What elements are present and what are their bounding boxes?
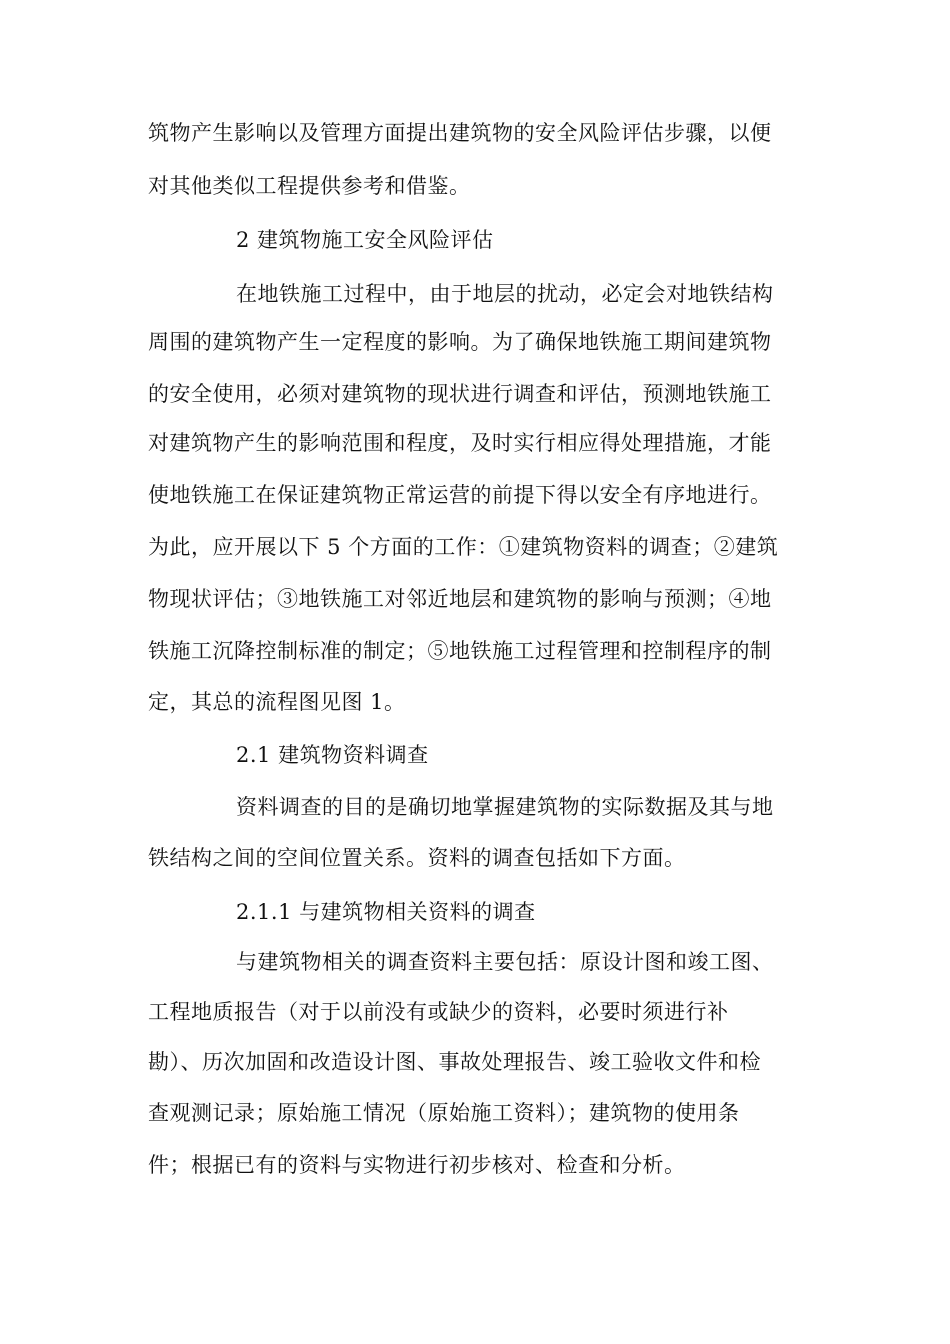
paragraph-line: 工程地质报告（对于以前没有或缺少的资料，必要时须进行补 — [148, 1000, 729, 1024]
paragraph-line: 资料调查的目的是确切地掌握建筑物的实际数据及其与地 — [236, 795, 774, 819]
paragraph-line: 筑物产生影响以及管理方面提出建筑物的安全风险评估步骤，以便 — [148, 121, 772, 145]
section-heading: 2 建筑物施工安全风险评估 — [236, 228, 494, 252]
paragraph-line: 在地铁施工过程中，由于地层的扰动，必定会对地铁结构 — [236, 282, 774, 306]
paragraph-line: 使地铁施工在保证建筑物正常运营的前提下得以安全有序地进行。 — [148, 483, 772, 507]
paragraph-line: 物现状评估；③地铁施工对邻近地层和建筑物的影响与预测；④地 — [148, 587, 772, 611]
paragraph-line: 件；根据已有的资料与实物进行初步核对、检查和分析。 — [148, 1153, 686, 1177]
paragraph-line: 勘）、历次加固和改造设计图、事故处理报告、竣工验收文件和检 — [148, 1050, 761, 1074]
paragraph-line: 对建筑物产生的影响范围和程度，及时实行相应得处理措施，才能 — [148, 431, 772, 455]
paragraph-line: 定，其总的流程图见图 1。 — [148, 690, 406, 714]
subsection-heading: 2.1.1 与建筑物相关资料的调查 — [236, 900, 536, 924]
paragraph-line: 铁结构之间的空间位置关系。资料的调查包括如下方面。 — [148, 846, 686, 870]
paragraph-line: 查观测记录；原始施工情况（原始施工资料）；建筑物的使用条 — [148, 1101, 740, 1125]
paragraph-line: 与建筑物相关的调查资料主要包括：原设计图和竣工图、 — [236, 950, 774, 974]
paragraph-line: 对其他类似工程提供参考和借鉴。 — [148, 174, 471, 198]
paragraph-line: 为此，应开展以下 5 个方面的工作：①建筑物资料的调查；②建筑 — [148, 535, 779, 559]
section-heading: 2.1 建筑物资料调查 — [236, 743, 429, 767]
paragraph-line: 周围的建筑物产生一定程度的影响。为了确保地铁施工期间建筑物 — [148, 330, 772, 354]
paragraph-line: 的安全使用，必须对建筑物的现状进行调查和评估，预测地铁施工 — [148, 382, 772, 406]
paragraph-line: 铁施工沉降控制标准的制定；⑤地铁施工过程管理和控制程序的制 — [148, 639, 772, 663]
